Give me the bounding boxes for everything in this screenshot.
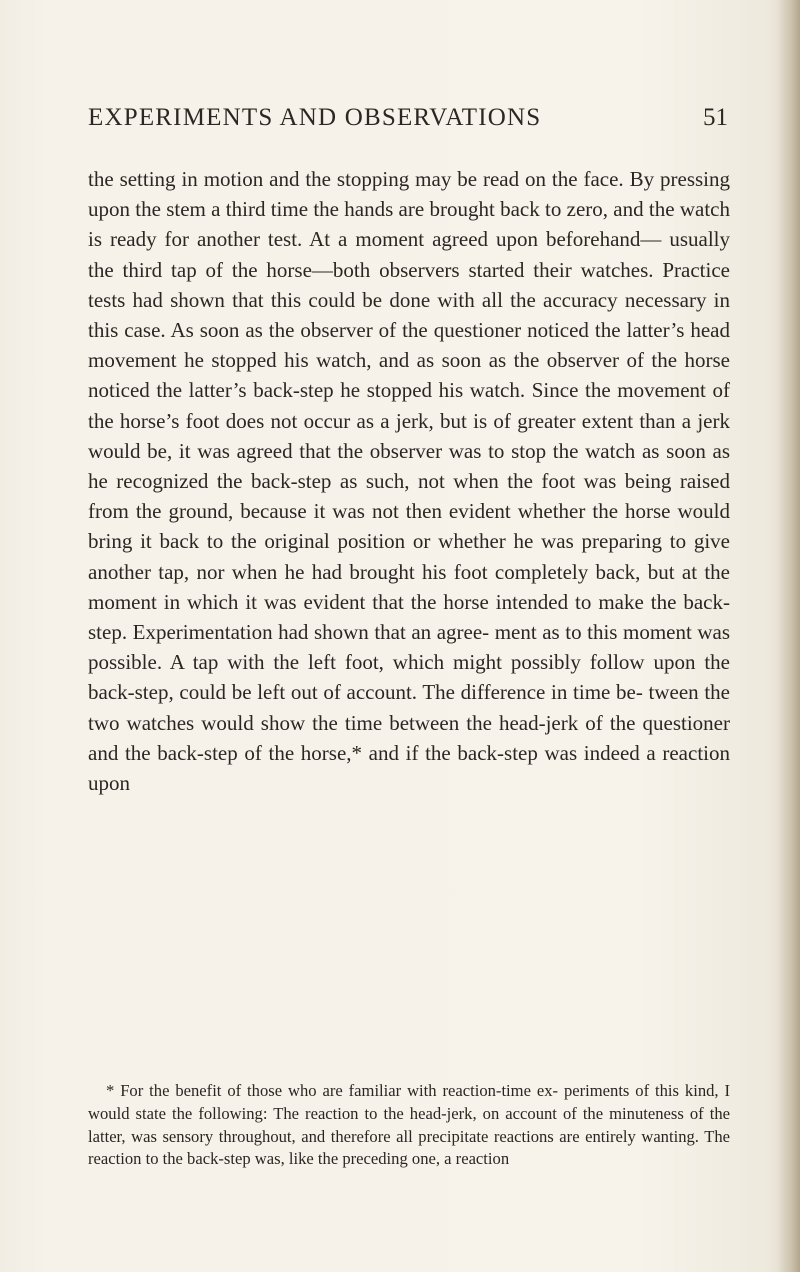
page-number: 51: [703, 104, 728, 131]
footnote: [88, 1080, 730, 1171]
page-edge-shadow: [778, 0, 800, 1272]
running-head: EXPERIMENTS AND OBSERVATIONS: [88, 104, 542, 131]
page-header: [88, 104, 728, 144]
body-paragraph: the setting in motion and the stopping may be read on the face. By pressing upon the stem a third time the hands are brought back to zero, and the watch is ready for another test. At a moment agreed upon beforehand— usually the third tap of the horse—both observers started their watches. Practice tests had shown that this could be done with all the accuracy necessary in this case. As soon as the observer of the questioner noticed the latter’s head movement he stopped his watch, and as soon as the observer of the horse noticed the latter’s back-step he stopped his watch. Since the movement of the horse’s foot does not occur as a jerk, but is of greater extent than a jerk would be, it was agreed that the observer was to stop the watch as soon as he recognized the back-step as such, not when the foot was being raised from the ground, because it was not then evident whether the horse would bring it back to the original position or whether he was preparing to give another tap, nor when he had brought his foot completely back, but at the moment in which it was evident that the horse intended to make the back-step. Experimentation had shown that an agree- ment as to this moment was possible. A tap with the left foot, which might possibly follow upon the back-step, could be left out of account. The difference in time be- tween the two watches would show the time between the head-jerk of the questioner and the back-step of the horse,* and if the back-step was indeed a reaction upon: [88, 167, 730, 796]
body-text: [88, 164, 730, 798]
footnote-text: * For the benefit of those who are familiar with reaction-time ex- periments of this kind, I would state the following: The reaction to the head-jerk, on account of the minuteness of the latter, was sensory throughout, and therefore all precipitate reactions are entirely wanting. The reaction to the back-step was, like the preceding one, a reaction: [88, 1081, 730, 1169]
